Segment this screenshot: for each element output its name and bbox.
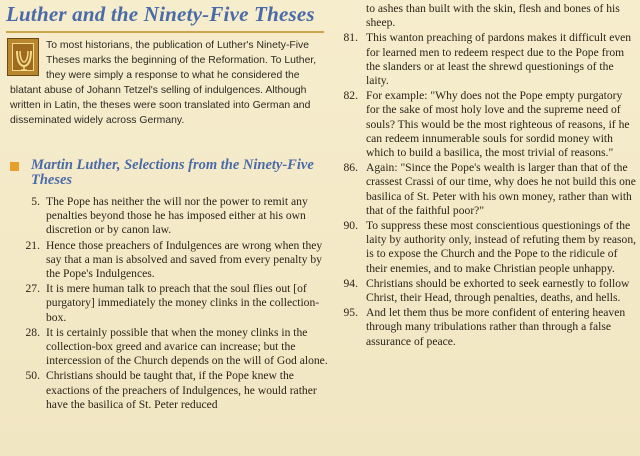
thesis-number: 21. bbox=[25, 238, 40, 252]
thesis-number: 90. bbox=[343, 219, 358, 233]
theses-column-right bbox=[332, 2, 638, 350]
intro-text: To most historians, the publication of Luther's Ninety-Five Theses marks the beginning of the Reformation. To Luther, they were simply a response to what he considered the blatant abuse of Johann Tetzel's selling of indulgences. Although written in Latin, the theses were soon translated into German and disseminated widely across Germany. bbox=[10, 40, 317, 126]
thesis-number: 28. bbox=[25, 325, 40, 339]
thesis-number: 81. bbox=[343, 31, 358, 45]
thesis-item bbox=[10, 326, 332, 369]
thesis-number: 95. bbox=[343, 306, 358, 320]
thesis-text: Again: "Since the Pope's wealth is larger than that of the crassest Crassi of our time, why does he not build this one basilica of St. Peter with his own money, rather than with that of the faithful poor?" bbox=[366, 161, 636, 217]
thesis-number: 82. bbox=[343, 89, 358, 103]
thesis-item bbox=[332, 161, 638, 218]
intro-paragraph bbox=[10, 38, 328, 128]
thesis-item bbox=[332, 306, 638, 349]
thesis-text: The Pope has neither the will nor the power to remit any penalties beyond those he has imposed either at his own discretion or by canon law. bbox=[46, 195, 308, 237]
thesis-item bbox=[10, 369, 332, 412]
thesis-text: Christians should be taught that, if the Pope knew the exactions of the preachers of Indulgences, he would rather have the basilica of St. Peter reduced bbox=[46, 369, 317, 411]
thesis-item bbox=[332, 277, 638, 305]
thesis-continuation: to ashes than built with the skin, flesh and bones of his sheep. bbox=[366, 2, 620, 30]
thesis-text: For example: "Why does not the Pope empty purgatory for the sake of most holy love and the supreme need of souls? This would be the most righteous of reasons, if he can redeem innumerable souls for sordid money with which to build a basilica, the most trivial of reasons." bbox=[366, 89, 630, 160]
thesis-text: Hence those preachers of Indulgences are wrong when they say that a man is absolved and saved from every penalty by the Pope's Indulgences. bbox=[46, 238, 323, 281]
theses-column-left bbox=[10, 195, 332, 413]
thesis-text: This wanton preaching of pardons makes it difficult even for learned men to redeem respect due to the Pope from the slanders or at least the shrewd questionings of the laity. bbox=[366, 31, 632, 88]
thesis-item bbox=[10, 239, 332, 282]
title-rule bbox=[6, 31, 324, 33]
thesis-text: It is certainly possible that when the money clinks in the collection-box greed and avarice can increase; but the intercession of the Church depends on the will of God alone. bbox=[46, 325, 328, 368]
thesis-item bbox=[332, 89, 638, 160]
section-bullet-icon bbox=[10, 162, 19, 171]
thesis-text: And let them thus be more confident of entering heaven through many tribulations rather than through a false assurance of peace. bbox=[366, 306, 626, 348]
thesis-number: 86. bbox=[343, 161, 358, 175]
thesis-item bbox=[10, 195, 332, 238]
thesis-number: 94. bbox=[343, 276, 358, 290]
page-title: Luther and the Ninety-Five Theses bbox=[6, 2, 315, 26]
thesis-text: To suppress these most conscientious questionings of the laity by authority only, instead of refuting them by reason, is to expose the Church and the Pope to the ridicule of their enemies, and to make Christian people unhappy. bbox=[366, 219, 637, 275]
thesis-number: 50. bbox=[25, 369, 40, 383]
thesis-item bbox=[332, 31, 638, 88]
thesis-number: 27. bbox=[25, 282, 40, 296]
thesis-item bbox=[10, 282, 332, 325]
thesis-text: It is mere human talk to preach that the soul flies out [of purgatory] immediately the money clinks in the collection-box. bbox=[46, 282, 320, 324]
thesis-text: Christians should be exhorted to seek earnestly to follow Christ, their Head, through penalties, deaths, and hells. bbox=[366, 276, 630, 305]
thesis-item bbox=[332, 219, 638, 276]
thesis-number: 5. bbox=[31, 195, 40, 208]
section-title: Martin Luther, Selections from the Ninety-Five Theses bbox=[31, 157, 314, 188]
